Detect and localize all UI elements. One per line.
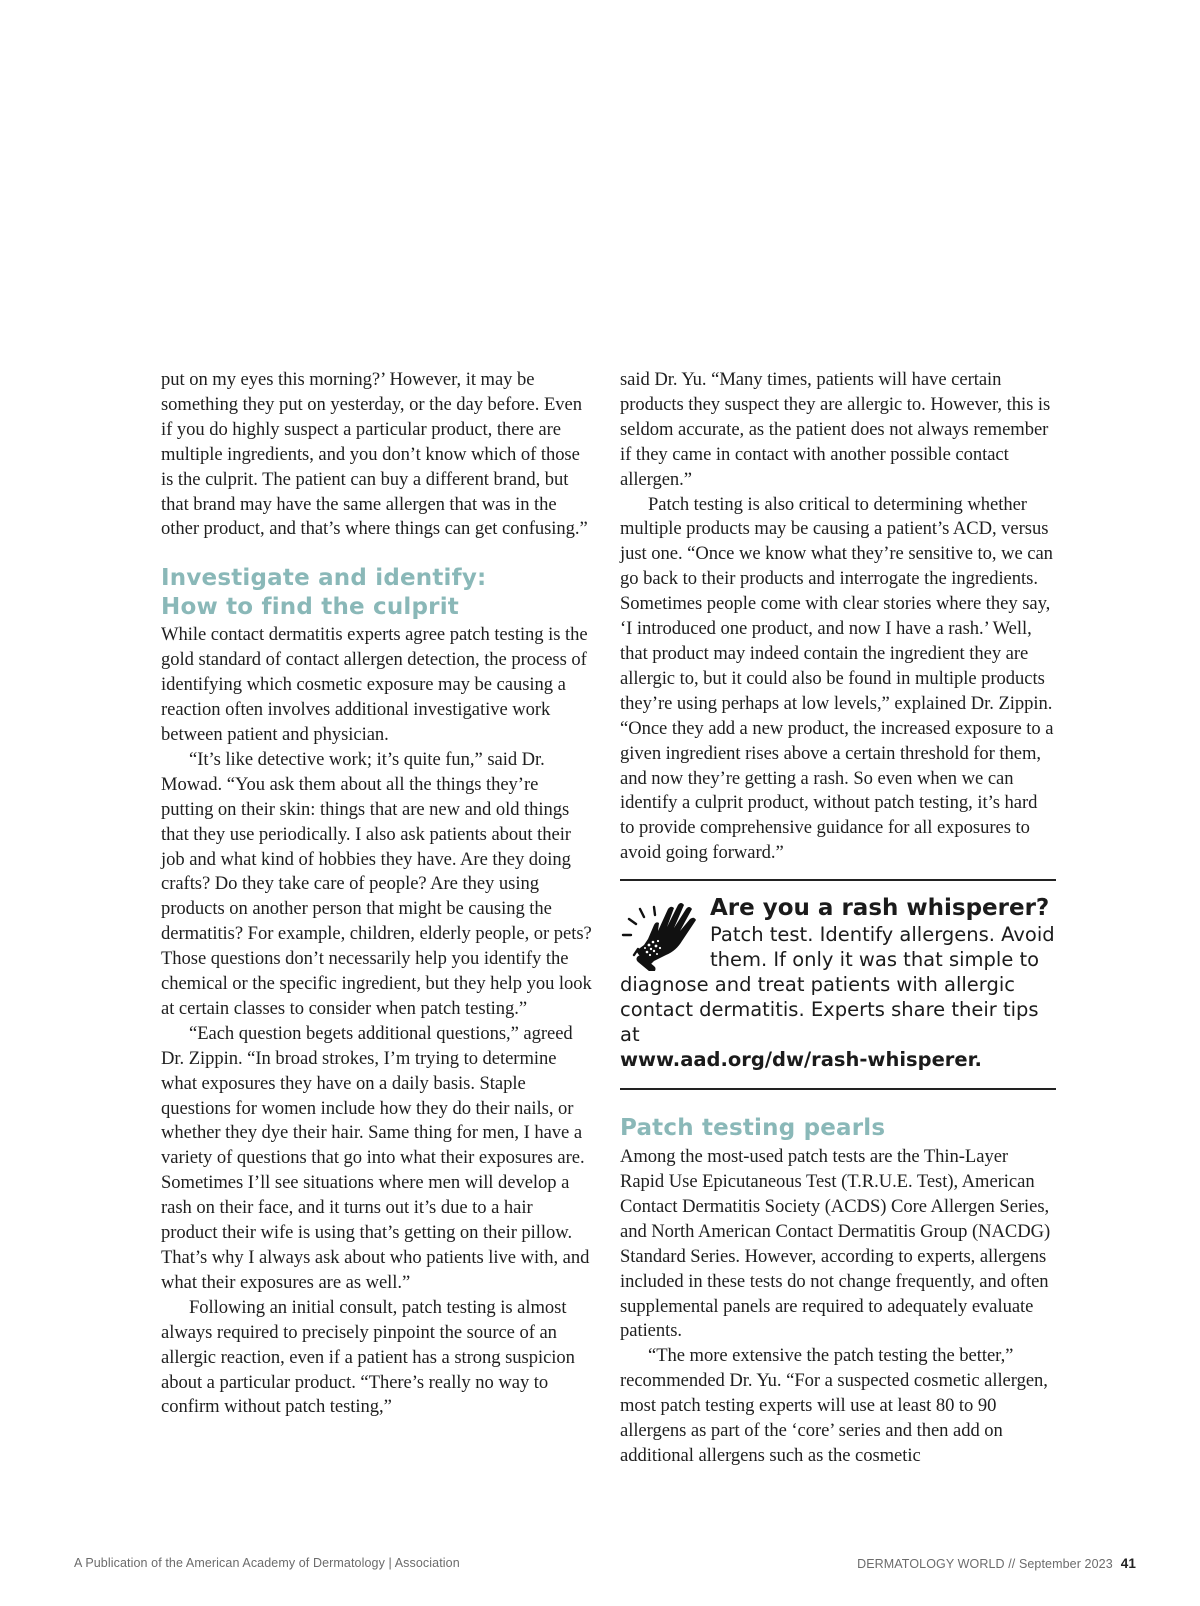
gloved-hand-icon (618, 895, 706, 971)
right-column (620, 368, 1056, 1469)
body-paragraph: Among the most-used patch tests are the Thin-Layer Rapid Use Epicutaneous Test (T.R.U.E. Test), American Contact Dermatitis Society (ACDS) Core Allergen Series, and North American Contact Dermatitis Group (NACDG) Standard Series. However, according to experts, allergens included in these tests do not change frequently, and often supplemental panels are required to adequately evaluate patients. (620, 1146, 1051, 1342)
footer-publication: A Publication of the American Academy of Dermatology | Association (74, 1556, 460, 1570)
heading-line: How to find the culprit (161, 594, 459, 621)
body-paragraph: Following an initial consult, patch testing is almost always required to precisely pinpoint the source of an allergic reaction, even if a patient has a strong suspicion about a particular product. “There’s really no way to confirm without patch testing,” (161, 1296, 575, 1418)
section-heading-investigate (161, 564, 593, 622)
footer-issue-label: DERMATOLOGY WORLD // September 2023 (857, 1557, 1113, 1571)
body-paragraph: said Dr. Yu. “Many times, patients will have certain products they suspect they are allergic to. However, this is seldom accurate, as the patient does not always remember if they came in contact with another possible contact allergen.” (620, 369, 1051, 490)
body-paragraph: put on my eyes this morning?’ However, it may be something they put on yesterday, or the day before. Even if you do highly suspect a particular product, there are multiple ingredients, and you don’t know which of those is the culprit. The patient can buy a different brand, but that brand may have the same allergen that was in the other product, and that’s where things can get confusing.” (161, 369, 588, 540)
section-heading-pearls: Patch testing pearls (620, 1115, 886, 1142)
left-column (161, 368, 593, 1420)
page-number: 41 (1120, 1556, 1136, 1571)
body-paragraph: “Each question begets additional questions,” agreed Dr. Zippin. “In broad strokes, I’m trying to determine what exposures they have on a daily basis. Staple questions for women include how they do their nails, or whether they dye their hair. Same thing for men, I have a variety of questions that go into what their exposures are. Sometimes I’ll see situations where men will develop a rash on their face, and it turns out it’s due to a hair product their wife is using that’s getting on their pillow. That’s why I always ask about who patients live with, and what their exposures are as well.” (161, 1022, 590, 1293)
heading-line: Investigate and identify: (161, 565, 487, 592)
footer-issue (857, 1556, 1136, 1571)
body-paragraph: “It’s like detective work; it’s quite fun,” said Dr. Mowad. “You ask them about all the things they’re putting on their skin: things that are new and old things that they use periodically. I also ask patients about their job and what kind of hobbies they have. Are they doing crafts? Do they take care of people? Are they using products on another person that might be causing the dermatitis? For example, children, elderly people, or pets? Those questions don’t necessarily help you identify the chemical or the specific ingredient, but they help you look at certain classes to consider when patch testing.” (161, 748, 592, 1019)
body-paragraph: “The more extensive the patch testing the better,” recommended Dr. Yu. “For a suspected cosmetic allergen, most patch testing experts will use at least 80 to 90 allergens as part of the ‘core’ series and then add on additional allergens such as the cosmetic (620, 1345, 1048, 1466)
body-paragraph: Patch testing is also critical to determining whether multiple products may be causing a patient’s ACD, versus just one. “Once we know what they’re sensitive to, we can go back to their products and interrogate the ingredients. Sometimes people come with clear stories where they say, ‘I introduced one product, and now I have a rash.’ Well, that product may indeed contain the ingredient they are allergic to, but it could also be found in multiple products they’re using perhaps at low levels,” explained Dr. Zippin. “Once they add a new product, the increased exposure to a given ingredient rises above a certain threshold for them, and now they’re getting a rash. So even when we can identify a culprit product, without patch testing, it’s hard to provide comprehensive guidance for all exposures to avoid going forward.” (620, 493, 1054, 864)
callout-title: Are you a rash whisperer? (710, 895, 1050, 922)
callout-link[interactable]: www.aad.org/dw/rash-whisperer. (620, 1048, 982, 1072)
body-paragraph: While contact dermatitis experts agree patch testing is the gold standard of contact allergen detection, the process of identifying which cosmetic exposure may be causing a reaction often involves additional investigative work between patient and physician. (161, 624, 588, 745)
callout-body: Patch test. Identify allergens. Avoid them. If only it was that simple to diagnose and treat patients with allergic contact dermatitis. Experts share their tips at (620, 923, 1055, 1047)
rash-whisperer-callout (620, 879, 1056, 1090)
